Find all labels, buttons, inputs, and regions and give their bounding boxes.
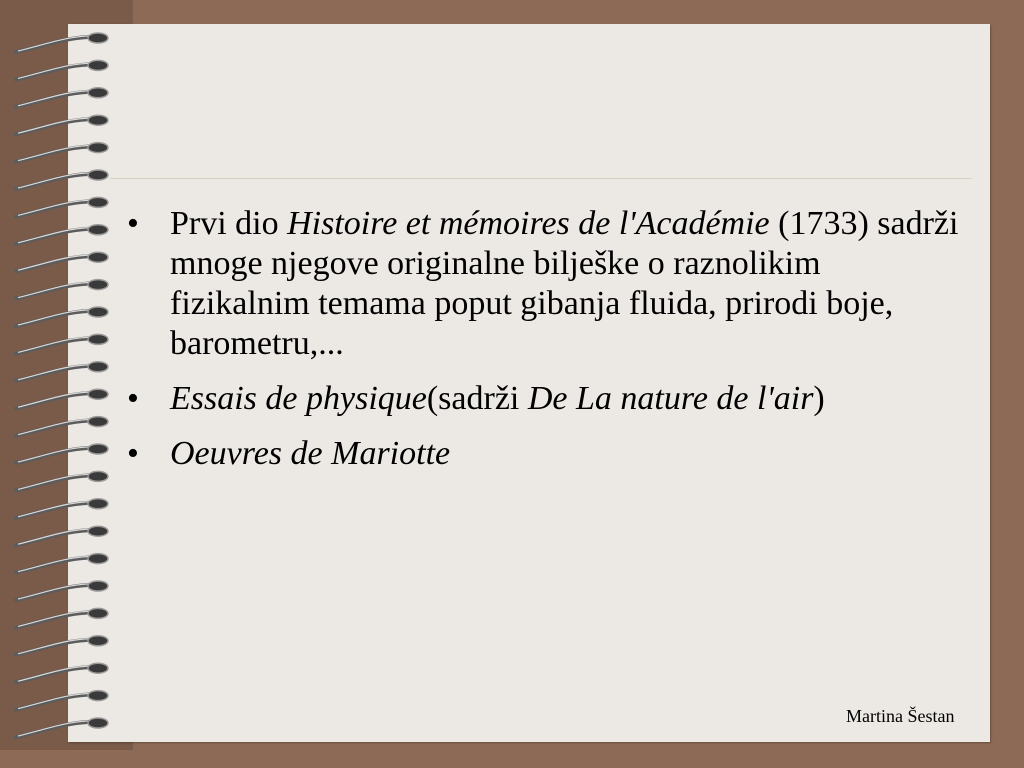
bullet-item bbox=[127, 434, 967, 474]
bullet-item bbox=[127, 204, 967, 364]
bullet-text-italic: Histoire et mémoires de l'Académie bbox=[287, 205, 770, 242]
bullet-text: (sadrži bbox=[426, 380, 528, 417]
title-divider bbox=[110, 178, 972, 179]
spiral-binding-ring-icon bbox=[16, 143, 108, 162]
spiral-binding-ring-icon bbox=[16, 608, 108, 627]
spiral-binding-ring-icon bbox=[16, 307, 108, 326]
spiral-binding-ring-icon bbox=[16, 33, 108, 52]
spiral-binding-ring-icon bbox=[16, 170, 108, 189]
spiral-binding-ring-icon bbox=[16, 362, 108, 381]
bullet-text: Prvi dio bbox=[170, 205, 288, 242]
slide-body bbox=[127, 204, 967, 489]
bullet-list bbox=[127, 204, 967, 474]
spiral-binding-ring-icon bbox=[16, 636, 108, 655]
bullet-text-italic: Oeuvres de Mariotte bbox=[170, 435, 451, 472]
spiral-binding-ring-icon bbox=[16, 526, 108, 545]
spiral-binding-ring-icon bbox=[16, 252, 108, 271]
bullet-text-italic: Essais de physique bbox=[170, 380, 427, 417]
bullet-text-italic: De La nature de l'air bbox=[527, 380, 814, 417]
spiral-binding-ring-icon bbox=[16, 471, 108, 490]
footer-author: Martina Šestan bbox=[846, 706, 955, 726]
spiral-binding bbox=[14, 26, 118, 741]
spiral-binding-ring-icon bbox=[16, 554, 108, 573]
spiral-binding-ring-icon bbox=[16, 417, 108, 436]
bullet-text: ) bbox=[813, 380, 825, 417]
spiral-binding-ring-icon bbox=[16, 663, 108, 682]
spiral-binding-ring-icon bbox=[16, 444, 108, 463]
spiral-binding-ring-icon bbox=[16, 581, 108, 600]
bullet-item bbox=[127, 379, 967, 419]
spiral-binding-ring-icon bbox=[16, 499, 108, 518]
bullet-dot: • bbox=[127, 380, 139, 417]
spiral-binding-ring-icon bbox=[16, 60, 108, 79]
bullet-dot: • bbox=[127, 435, 139, 472]
spiral-binding-ring-icon bbox=[16, 718, 108, 737]
spiral-binding-ring-icon bbox=[16, 691, 108, 710]
spiral-binding-ring-icon bbox=[16, 334, 108, 353]
spiral-binding-ring-icon bbox=[16, 115, 108, 134]
spiral-binding-ring-icon bbox=[16, 389, 108, 408]
bullet-dot: • bbox=[127, 205, 139, 242]
spiral-binding-ring-icon bbox=[16, 88, 108, 107]
spiral-binding-ring-icon bbox=[16, 197, 108, 216]
bullet-text: (1733) sadrži mnoge njegove originalne bilješke o raznolikim fizikalnim temama poput gibanja fluida, prirodi boje, barometru,... bbox=[170, 205, 959, 362]
spiral-binding-ring-icon bbox=[16, 280, 108, 299]
spiral-binding-ring-icon bbox=[16, 225, 108, 244]
